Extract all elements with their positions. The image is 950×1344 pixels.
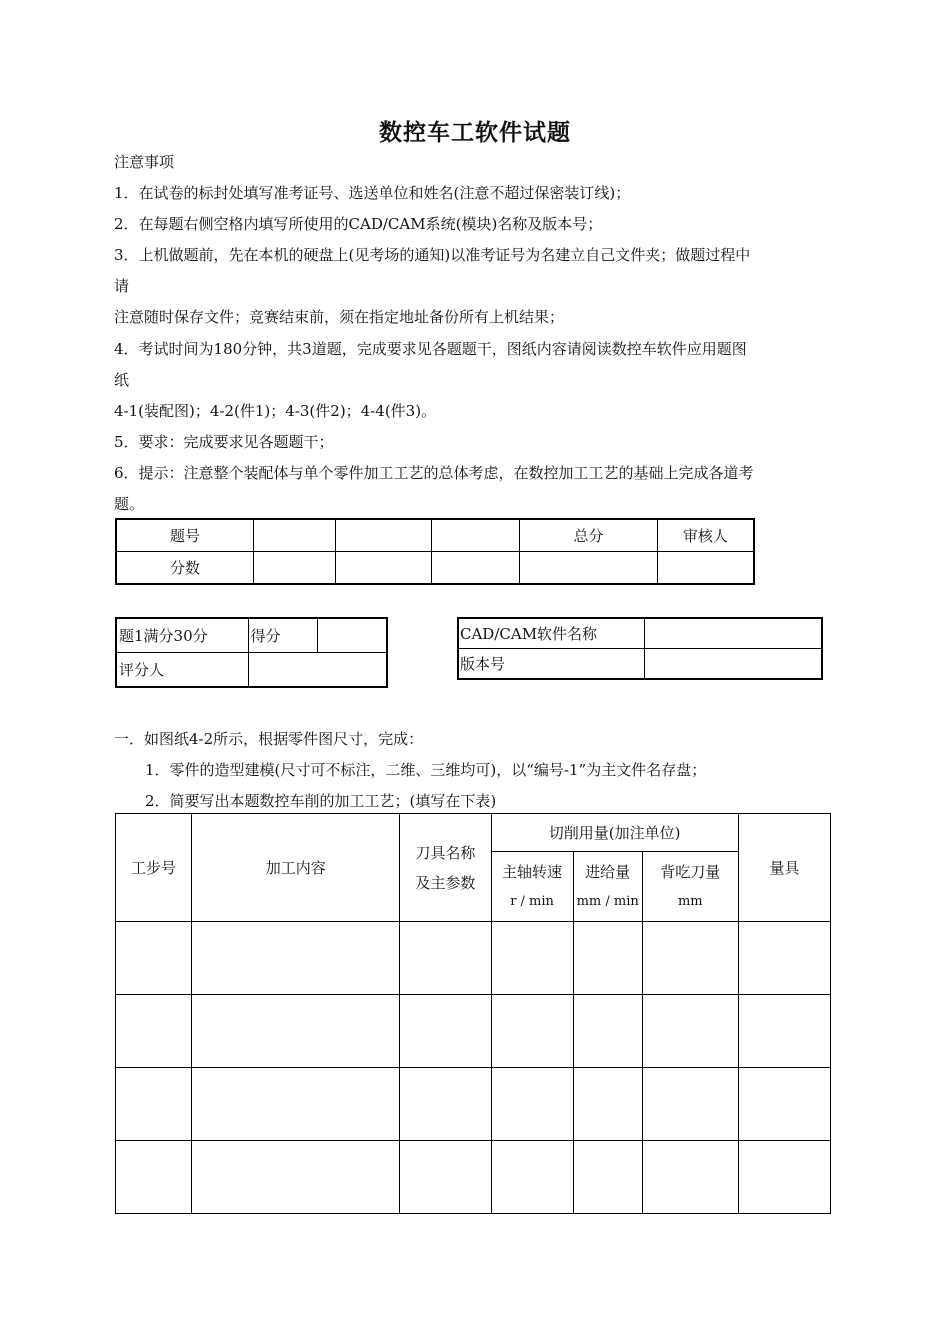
tool-header <box>400 814 491 922</box>
score-table-row-scores <box>116 552 754 585</box>
note-line-4-cont: 纸 <box>114 371 130 389</box>
reviewer-cell[interactable] <box>657 552 754 585</box>
note-line-3: 3．上机做题前，先在本机的硬盘上(见考场的通知)以准考证号为名建立自己文件夹；做题过程中 <box>114 246 751 264</box>
table-cell[interactable] <box>573 995 642 1068</box>
feed-unit: mm / min <box>576 893 639 909</box>
question-number-label: 题号 <box>116 519 254 552</box>
depth-header <box>642 852 738 922</box>
score-cell[interactable] <box>254 552 336 585</box>
full-score-label: 题1满分30分 <box>116 618 248 653</box>
gauge-header: 量具 <box>738 814 830 922</box>
table-cell[interactable] <box>192 995 400 1068</box>
table-cell[interactable] <box>642 922 738 995</box>
table-cell[interactable] <box>642 1141 738 1214</box>
table-cell[interactable] <box>738 922 830 995</box>
table-cell[interactable] <box>573 1141 642 1214</box>
table-cell[interactable] <box>116 1141 192 1214</box>
spindle-speed-header <box>491 852 573 922</box>
score-table-row-header <box>116 519 754 552</box>
table-cell[interactable] <box>573 1068 642 1141</box>
table-cell[interactable] <box>116 995 192 1068</box>
note-line-3-cont: 请 <box>114 277 130 295</box>
tool-header-line2: 及主参数 <box>415 873 476 892</box>
note-line-5: 5．要求：完成要求见各题题干； <box>114 433 334 451</box>
score-cell[interactable] <box>335 552 432 585</box>
content-header: 加工内容 <box>192 814 400 922</box>
table-row <box>116 995 831 1068</box>
table-row <box>116 922 831 995</box>
table-cell[interactable] <box>573 922 642 995</box>
obtained-score-cell[interactable] <box>317 618 387 653</box>
version-label: 版本号 <box>458 649 644 680</box>
table-cell[interactable] <box>400 1068 491 1141</box>
grader-cell[interactable] <box>248 653 387 688</box>
score-cell[interactable] <box>432 552 520 585</box>
table-cell[interactable] <box>491 995 573 1068</box>
total-score-cell[interactable] <box>520 552 658 585</box>
page-title: 数控车工软件试题 <box>379 119 571 146</box>
total-label: 总分 <box>520 519 658 552</box>
cad-software-box <box>457 617 823 680</box>
table-cell[interactable] <box>491 1141 573 1214</box>
step-number-header: 工步号 <box>116 814 192 922</box>
table-cell[interactable] <box>738 995 830 1068</box>
reviewer-label: 审核人 <box>657 519 754 552</box>
score-cell[interactable] <box>335 519 432 552</box>
note-line-6-cont: 题。 <box>114 495 145 513</box>
table-cell[interactable] <box>738 1141 830 1214</box>
question-score-box <box>115 617 388 688</box>
table-cell[interactable] <box>192 1141 400 1214</box>
version-cell[interactable] <box>644 649 822 680</box>
table-cell[interactable] <box>116 1068 192 1141</box>
software-name-cell[interactable] <box>644 618 822 649</box>
cutting-params-header: 切削用量(加注单位) <box>491 814 738 852</box>
score-cell[interactable] <box>254 519 336 552</box>
process-table <box>115 813 831 1214</box>
table-cell[interactable] <box>400 1141 491 1214</box>
table-cell[interactable] <box>738 1068 830 1141</box>
table-cell[interactable] <box>400 922 491 995</box>
note-line-4: 4．考试时间为180分钟，共3道题，完成要求见各题题干，图纸内容请阅读数控车软件应用题图 <box>114 340 747 358</box>
note-line-4b: 4-1(装配图)；4-2(件1)；4-3(件2)；4-4(件3)。 <box>114 402 437 420</box>
table-cell[interactable] <box>491 1068 573 1141</box>
score-table <box>115 518 755 585</box>
note-line-3b: 注意随时保存文件；竞赛结束前，须在指定地址备份所有上机结果； <box>114 308 565 326</box>
note-line-1: 1．在试卷的标封处填写准考证号、选送单位和姓名(注意不超过保密装订线)； <box>114 184 631 202</box>
note-line-6: 6．提示：注意整个装配体与单个零件加工工艺的总体考虑，在数控加工工艺的基础上完成各道考 <box>114 464 754 482</box>
table-row <box>116 1141 831 1214</box>
table-row <box>116 1068 831 1141</box>
depth-unit: mm <box>677 893 703 909</box>
task-item-2: 2．简要写出本题数控车削的加工工艺；(填写在下表) <box>145 792 497 810</box>
score-label: 分数 <box>116 552 254 585</box>
spindle-speed-label: 主轴转速 <box>502 862 563 881</box>
tool-header-line1: 刀具名称 <box>415 843 476 862</box>
depth-label: 背吃刀量 <box>660 862 721 881</box>
table-cell[interactable] <box>642 1068 738 1141</box>
software-name-label: CAD/CAM软件名称 <box>458 618 644 649</box>
table-cell[interactable] <box>491 922 573 995</box>
notes-heading: 注意事项 <box>114 153 175 171</box>
table-cell[interactable] <box>192 1068 400 1141</box>
table-cell[interactable] <box>192 922 400 995</box>
feed-label: 进给量 <box>585 862 631 881</box>
table-cell[interactable] <box>116 922 192 995</box>
table-cell[interactable] <box>400 995 491 1068</box>
task-item-1: 1．零件的造型建模(尺寸可不标注，二维、三维均可)，以“编号-1”为主文件名存盘； <box>145 761 707 779</box>
note-line-2: 2．在每题右侧空格内填写所使用的CAD/CAM系统(模块)名称及版本号； <box>114 215 603 233</box>
score-cell[interactable] <box>432 519 520 552</box>
spindle-speed-unit: r / min <box>510 893 554 909</box>
obtained-score-label: 得分 <box>248 618 317 653</box>
section-heading: 一．如图纸4-2所示，根据零件图尺寸，完成： <box>114 730 424 748</box>
table-cell[interactable] <box>642 995 738 1068</box>
feed-header <box>573 852 642 922</box>
grader-label: 评分人 <box>116 653 248 688</box>
